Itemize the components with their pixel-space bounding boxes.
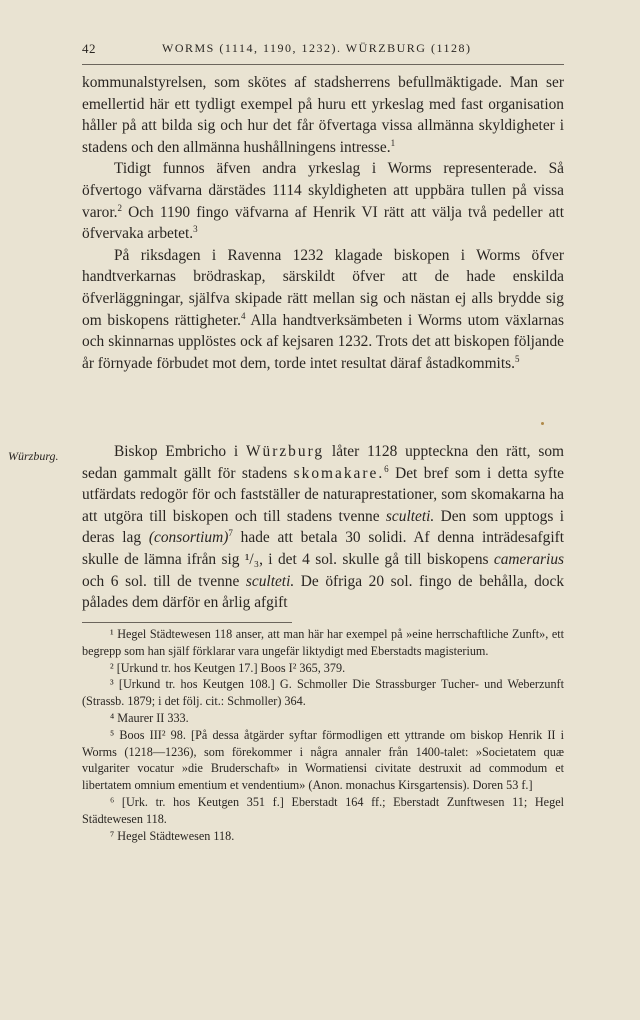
header-rule (82, 64, 564, 65)
term-sculteti: sculteti. (245, 572, 295, 590)
footnote-7: ⁷ Hegel Städtewesen 118. (110, 828, 235, 843)
paragraph-3: På riksdagen i Ravenna 1232 klagade biskopen i Worms öfver handtverkarnas brödraskap, särskildt öfver att de hade enskilda öfverläggningar, själfva skipade rätt mellan sig och nästan ej alls brydde sig om biskopens rättigheter.$^4$ Alla handtverksämbeten i Worms utom växlarnas och skinnarnas upplöstes ock af kejsaren 1232. Trots det att biskopen följande år förnyade förbudet mot dem, torde intet resultat däraf åstadkommits.$^5$ (82, 246, 564, 372)
margin-label: Würzburg. (8, 449, 59, 463)
term-sculteti: sculteti. (385, 507, 435, 525)
term-camerarius: camerarius (493, 550, 564, 568)
footnote-6: ⁶ [Urk. tr. hos Keutgen 351 f.] Eberstadt 164 ff.; Eberstadt Zunftwesen 11; Hegel Städtewesen 118. (82, 794, 564, 826)
paragraph-2: Tidigt funnos äfven andra yrkeslag i Worms representerade. Så öfvertogo väfvarna därstädes 1114 skyldigheten att uppbära tullen på vissa varor.$^2$ Och 1190 fingo väfvarna af Henrik VI rätt att välja två pedeller att öfvervaka arbetet.$^3$ (82, 160, 564, 243)
ink-speck (541, 422, 544, 425)
paragraph-4: Biskop Embricho i Würzburg låter 1128 uppteckna den rätt, som sedan gammalt gällt för stadens skomakare.$^6$ Det bref som i detta syfte utfärdats redogör för och fastställer de naturaprestationer, som skomakarna ha att utgöra till biskopen och till stadens tvenne sculteti. Den som upptogs i deras lag (consortium)$^7$ hade att betala 30 solidi. Af denna inträdesafgift skulle de lämna ifrån sig ¹/₃, i det 4 sol. skulle gå till biskopens camerarius och 6 sol. till de tvenne sculteti. De öfriga 20 sol. fingo de behålla, dock pålades dem därför en årlig afgift (82, 443, 565, 612)
footnote-3: ³ [Urkund tr. hos Keutgen 108.] G. Schmoller Die Strassburger Tucher- und Weberzunft (Strassb. 1879; i det följ. cit.: Schmoller) 364. (82, 677, 564, 709)
footnote-ref: 3 (193, 224, 198, 235)
footnote-ref: 7 (228, 528, 233, 539)
spaced-place: Würzburg (246, 443, 325, 460)
page-number: 42 (82, 41, 96, 56)
main-text (82, 72, 564, 374)
footnote-ref: 6 (384, 463, 389, 474)
footnote-2: ² [Urkund tr. hos Keutgen 17.] Boos I² 365, 379. (110, 660, 346, 675)
footnote-5: ⁵ Boos III² 98. [På dessa åtgärder syftar förmodligen ett yttrande om biskop Henrik II i Worms (1218—1236), som förekommer i några annaler från 1400-talet: »Societatem quæ vulgariter vocatur »die Bruderschaft» in Wormatiensi civitate destruxit ad commodum et libertatem omnium ementium et vendentium» (Anon. monachus Kirsgartensis). Doren 53 f.] (82, 727, 564, 793)
footnote-ref: 2 (117, 202, 122, 213)
footnote-4: ⁴ Maurer II 333. (110, 710, 189, 725)
footnote-rule (82, 622, 292, 623)
term-consortium: (consortium) (148, 529, 229, 547)
footnote-ref: 5 (514, 353, 520, 364)
spaced-trade: skomakare. (293, 464, 385, 482)
running-title: WORMS (1114, 1190, 1232). WÜRZBURG (1128) (162, 41, 472, 55)
footnote-ref: 1 (390, 137, 396, 148)
paragraph-1: kommunalstyrelsen, som skötes af stadsherrens befullmäktigade. Man ser emellertid här ett tydligt exempel på huru ett yrkeslag med fast organisation håller på att bilda sig och hur det får öfvertaga vissa allmänna skyldigheter i stadens och den allmänna hushållningens intresse.$^1$ (82, 74, 564, 156)
footnote-1: ¹ Hegel Städtewesen 118 anser, att man här har exempel på »eine herrschaftliche Zunft», ett begrepp som han själf förklarar vara ungefär liktydigt med Eberstadts magisterium. (82, 627, 564, 658)
footnotes (82, 626, 564, 844)
footnote-ref: 4 (240, 310, 246, 321)
wurzburg-section (82, 441, 564, 614)
